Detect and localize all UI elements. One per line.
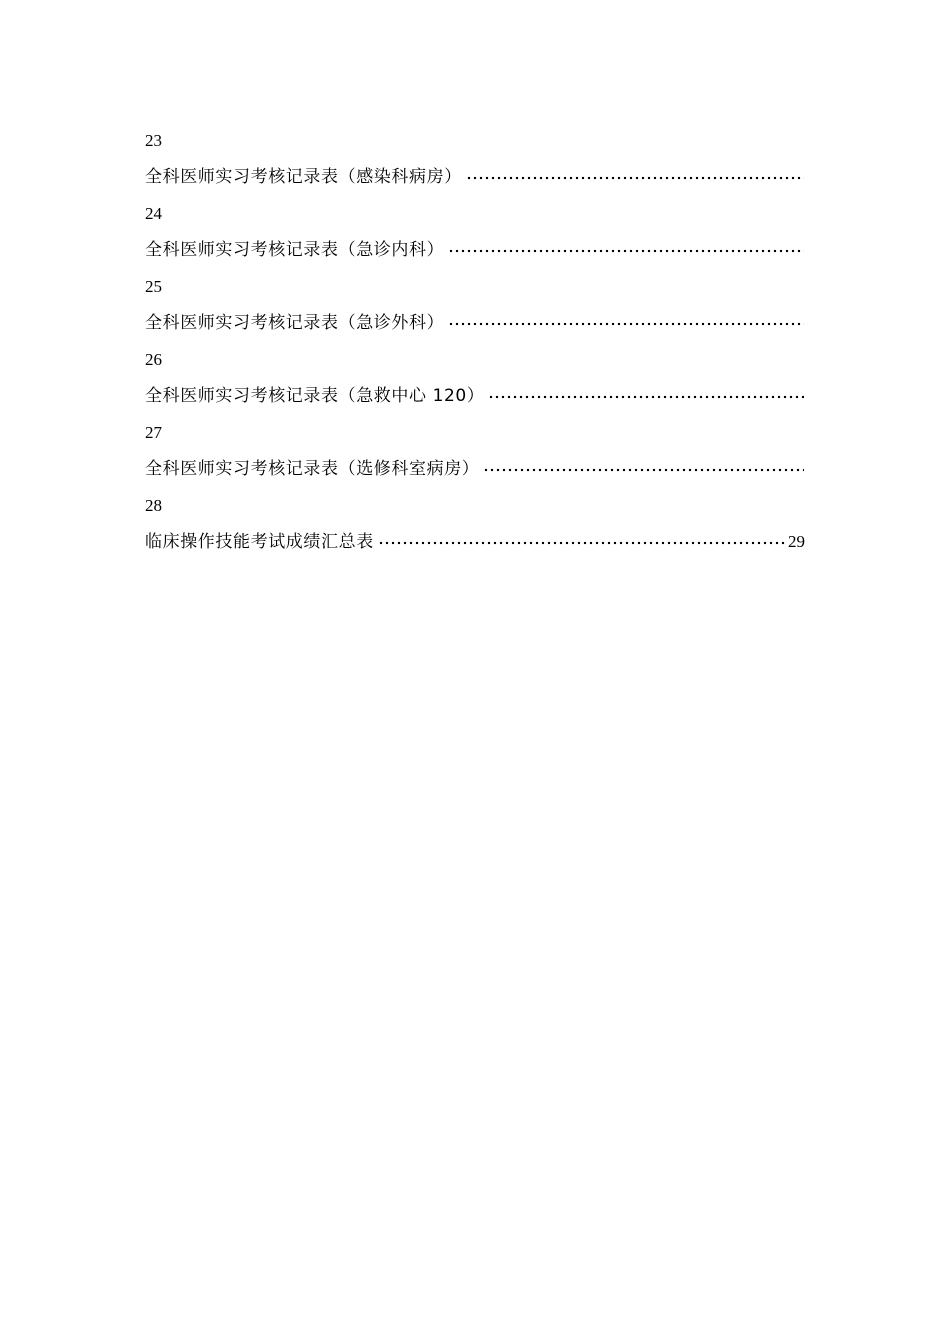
toc-entry	[145, 159, 805, 195]
toc-entry-title: 全科医师实习考核记录表（选修科室病房）	[145, 459, 480, 479]
toc-entry-title: 全科医师实习考核记录表（急诊外科）	[145, 313, 445, 333]
toc-entry-title: 全科医师实习考核记录表（急诊内科）	[145, 240, 445, 260]
toc-entry	[145, 232, 805, 268]
toc-number: 27	[145, 423, 162, 442]
dot-leader	[448, 310, 804, 330]
dot-leader	[466, 164, 804, 184]
toc-number: 26	[145, 350, 162, 369]
toc-number: 23	[145, 131, 162, 150]
dot-leader	[448, 237, 804, 257]
toc-number: 24	[145, 204, 162, 223]
toc-number: 28	[145, 496, 162, 515]
toc-entry	[145, 451, 805, 487]
toc-entry-title: 全科医师实习考核记录表（感染科病房）	[145, 167, 462, 187]
toc-page-number: 29	[788, 532, 805, 551]
toc-number: 25	[145, 277, 162, 296]
toc-entry-title: 全科医师实习考核记录表（急救中心 120）	[145, 386, 485, 406]
toc-entry	[145, 524, 805, 560]
dot-leader	[488, 383, 804, 403]
dot-leader	[378, 529, 787, 549]
toc-entry-title: 临床操作技能考试成绩汇总表	[145, 532, 374, 552]
toc-entry	[145, 378, 805, 414]
toc-entry	[145, 305, 805, 341]
table-of-contents	[145, 122, 805, 560]
dot-leader	[483, 456, 804, 476]
